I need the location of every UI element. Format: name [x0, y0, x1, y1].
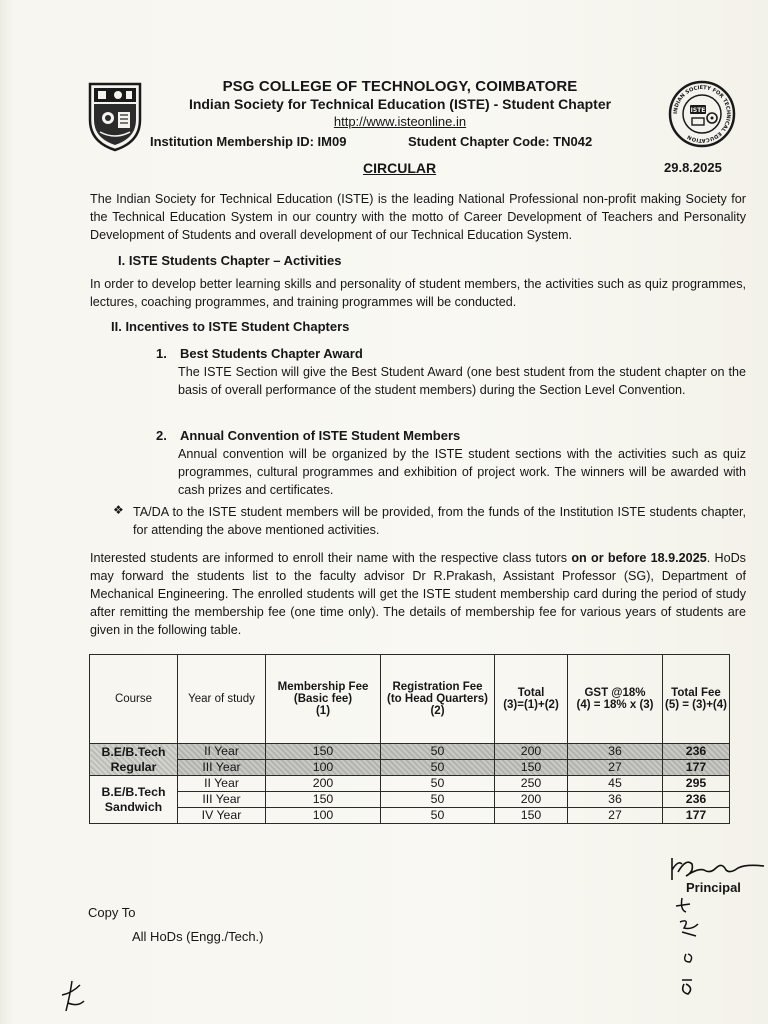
circular-date: 29.8.2025	[664, 160, 722, 175]
table-header-row	[90, 655, 730, 744]
year-cell: III Year	[178, 792, 266, 808]
header-membership: Membership Fee (Basic fee) (1)	[266, 655, 381, 744]
header-registration: Registration Fee (to Head Quarters) (2)	[381, 655, 495, 744]
website-link[interactable]: http://www.isteonline.in	[333, 114, 467, 129]
copy-recipients: All HoDs (Engg./Tech.)	[132, 929, 264, 944]
copy-to-label: Copy To	[88, 905, 136, 920]
seal-ring-text: INDIAN SOCIETY FOR TECHNICAL EDUCATION	[672, 84, 732, 144]
membership-cell: 100	[266, 760, 381, 776]
membership-cell: 100	[266, 808, 381, 824]
registration-cell: 50	[381, 744, 495, 760]
handwritten-mark-icon	[668, 890, 718, 1000]
diamond-bullet-icon: ❖	[113, 503, 124, 517]
item-title-convention: Annual Convention of ISTE Student Members	[180, 428, 461, 443]
table-row	[90, 776, 730, 792]
total-cell: 150	[495, 760, 568, 776]
total-cell: 150	[495, 808, 568, 824]
iste-seal-icon	[668, 80, 736, 148]
society-name: Indian Society for Technical Education (ISTE) - Student Chapter	[188, 96, 612, 112]
document-title: CIRCULAR	[363, 160, 437, 176]
course-cell: B.E/B.Tech Regular	[90, 744, 178, 776]
registration-cell: 50	[381, 792, 495, 808]
total-fee-cell: 236	[663, 792, 730, 808]
fee-table	[89, 654, 730, 824]
gst-cell: 36	[568, 744, 663, 760]
activities-paragraph: In order to develop better learning skills and personality of student members, the activities such as quiz programmes, lectures, coaching programmes, and training programmes will be conducted.	[90, 277, 746, 309]
registration-cell: 50	[381, 808, 495, 824]
registration-cell: 50	[381, 760, 495, 776]
section-heading-incentives: II. Incentives to ISTE Student Chapters	[111, 319, 350, 334]
table-row	[90, 792, 730, 808]
chapter-code: Student Chapter Code: TN042	[408, 134, 593, 149]
seal-center-text: ISTE	[690, 107, 706, 114]
award-paragraph: The ISTE Section will give the Best Student Award (one best student from the student chapter on the basis of overall performance of the student members) during the Section Level Convention.	[178, 365, 746, 397]
membership-id: Institution Membership ID: IM09	[150, 134, 347, 149]
total-fee-cell: 177	[663, 808, 730, 824]
course-cell: B.E/B.Tech Sandwich	[90, 776, 178, 824]
intro-paragraph: The Indian Society for Technical Education (ISTE) is the leading National Professional non-profit making Society for the Technical Education System in our country with the motto of Career Development of Teachers and Personality Development of Students and overall development of our Technical Education System.	[90, 192, 746, 242]
total-cell: 200	[495, 792, 568, 808]
table-row	[90, 808, 730, 824]
year-cell: IV Year	[178, 808, 266, 824]
convention-paragraph: Annual convention will be organized by the ISTE student sections with the activities such as quiz programmes, cultural programmes and exhibition of project work. The winners will be awarded with cash prizes and certificates.	[178, 447, 746, 497]
section-heading-activities: I. ISTE Students Chapter – Activities	[118, 253, 342, 268]
gst-cell: 36	[568, 792, 663, 808]
enroll-paragraph	[90, 549, 746, 639]
membership-cell: 150	[266, 792, 381, 808]
header-year: Year of study	[178, 655, 266, 744]
total-cell: 250	[495, 776, 568, 792]
membership-cell: 200	[266, 776, 381, 792]
item-number: 1.	[156, 346, 167, 361]
table-row	[90, 744, 730, 760]
item-title-award: Best Students Chapter Award	[180, 346, 363, 361]
signatory-title: Principal	[686, 880, 741, 895]
year-cell: II Year	[178, 744, 266, 760]
enroll-text: Interested students are informed to enroll their name with the respective class tutors	[90, 551, 572, 565]
gst-cell: 45	[568, 776, 663, 792]
enroll-deadline: on or before 18.9.2025	[571, 551, 707, 565]
gst-cell: 27	[568, 808, 663, 824]
year-cell: II Year	[178, 776, 266, 792]
year-cell: III Year	[178, 760, 266, 776]
total-fee-cell: 236	[663, 744, 730, 760]
total-cell: 200	[495, 744, 568, 760]
header-total-fee: Total Fee (5) = (3)+(4)	[663, 655, 730, 744]
header-gst: GST @18% (4) = 18% x (3)	[568, 655, 663, 744]
college-name: PSG COLLEGE OF TECHNOLOGY, COIMBATORE	[222, 78, 578, 95]
total-fee-cell: 295	[663, 776, 730, 792]
header-course: Course	[90, 655, 178, 744]
enroll-text: . HoDs may forward the students list to the faculty advisor Dr R.Prakash, Assistant Professor (SG), Department of Mechanical Engineering. The enrolled students will get the ISTE student membership card during the period of study after remitting the membership fee (one time only). The details of membership fee for various years of students are given in the following table.	[90, 551, 746, 637]
registration-cell: 50	[381, 776, 495, 792]
tada-paragraph: TA/DA to the ISTE student members will be provided, from the funds of the Institution ISTE students chapter, for attending the above mentioned activities.	[133, 505, 746, 537]
college-emblem-icon	[86, 80, 144, 152]
table-row	[90, 760, 730, 776]
item-number: 2.	[156, 428, 167, 443]
total-fee-cell: 177	[663, 760, 730, 776]
handwritten-mark-icon	[58, 975, 88, 1015]
gst-cell: 27	[568, 760, 663, 776]
membership-cell: 150	[266, 744, 381, 760]
header-total: Total (3)=(1)+(2)	[495, 655, 568, 744]
